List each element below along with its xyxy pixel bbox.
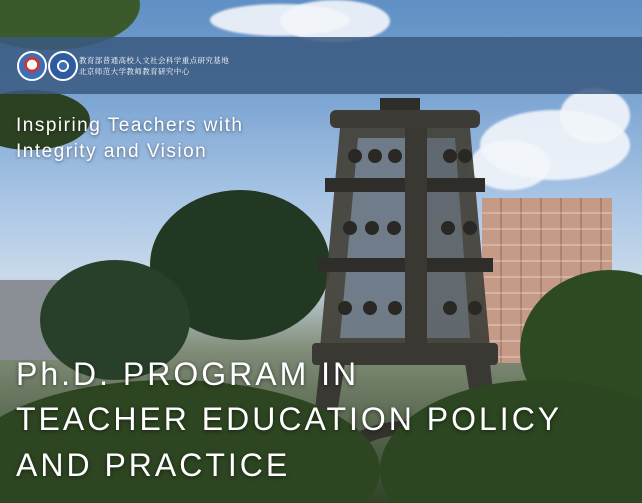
cloud <box>280 0 390 42</box>
research-center-logo-icon <box>48 51 78 81</box>
cloud <box>560 88 630 143</box>
tagline-line-1: Inspiring Teachers with <box>16 115 244 136</box>
org-name-line-2: 北京师范大学教师教育研究中心 <box>79 67 190 76</box>
program-title-line-3: AND PRACTICE <box>16 447 291 483</box>
org-name-line-1: 教育部普通高校人文社会科学重点研究基地 <box>79 56 230 65</box>
program-title-line-2: TEACHER EDUCATION POLICY <box>16 401 563 437</box>
program-title-line-1: Ph.D. PROGRAM IN <box>16 356 360 392</box>
tagline-line-2: Integrity and Vision <box>16 141 208 162</box>
university-logo-icon <box>17 51 47 81</box>
